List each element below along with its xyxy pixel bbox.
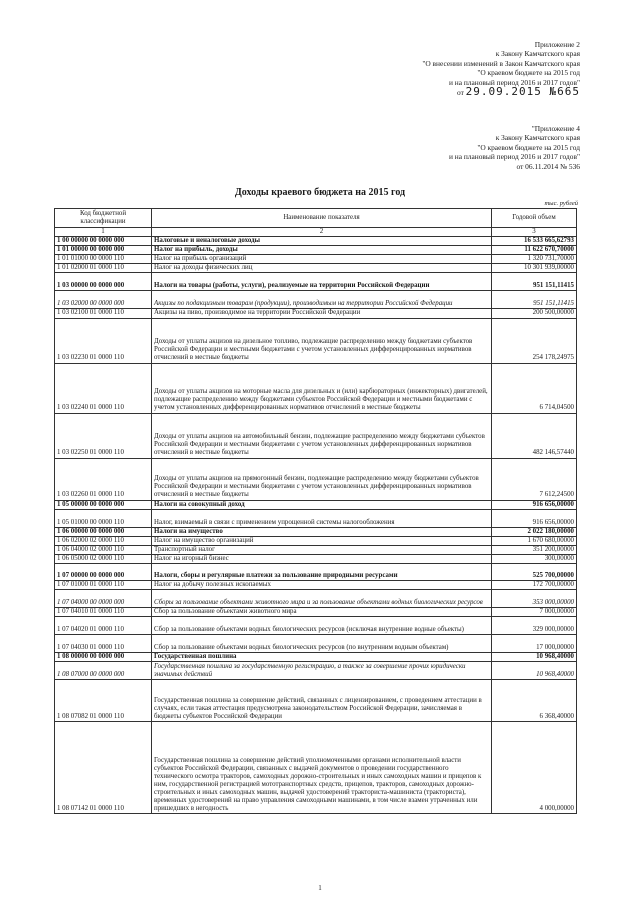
row-code: 1 08 07142 01 0000 110	[55, 722, 152, 814]
header-line: к Закону Камчатского края	[495, 133, 580, 143]
row-name: Налоги на имущество	[152, 527, 492, 536]
row-value: 916 656,00000	[492, 500, 577, 509]
row-name: Налог на имущество организаций	[152, 536, 492, 545]
row-code: 1 05 01000 00 0000 110	[55, 509, 152, 527]
header-line: и на плановый период 2016 и 2017 годов"	[448, 77, 580, 87]
row-value: 351 200,00000	[492, 545, 577, 554]
table-row	[55, 318, 577, 363]
table-row	[55, 509, 577, 527]
row-name: Доходы от уплаты акцизов на моторные масла для дизельных и (или) карбюраторных (инжекторных) двигателей, подлежащие распределению между бюджетами субъектов Российской Федерации и местными бюджетами с учетом установленных дифференцированных нормативов отчислений в местные бюджеты	[152, 363, 492, 413]
row-value: 951 151,11415	[492, 273, 577, 291]
appendix-2-header	[422, 40, 580, 97]
row-name: Государственная пошлина	[152, 653, 492, 662]
table-row	[55, 617, 577, 635]
table-row	[55, 680, 577, 722]
row-code: 1 03 02260 01 0000 110	[55, 458, 152, 500]
column-header-name: Наименование показателя	[152, 209, 492, 228]
row-name: Налог на прибыль, доходы	[152, 246, 492, 255]
row-value: 16 533 665,62793	[492, 237, 577, 246]
row-code: 1 07 04000 00 0000 000	[55, 590, 152, 608]
row-name: Транспортный налог	[152, 545, 492, 554]
date-prefix: от	[456, 88, 464, 98]
row-name: Сборы за пользование объектами животного мира и за пользование объектами водных биологических ресурсов	[152, 590, 492, 608]
row-value: 2 022 180,00000	[492, 527, 577, 536]
row-value: 300,00000	[492, 554, 577, 563]
header-line: "О внесении изменений в Закон Камчатского края	[422, 58, 580, 68]
row-name: Налоги на совокупный доход	[152, 500, 492, 509]
row-name: Сбор за пользование объектами водных биологических ресурсов (по внутренним водным объектам)	[152, 635, 492, 653]
row-name: Налог на игорный бизнес	[152, 554, 492, 563]
table-row	[55, 291, 577, 309]
page-number: 1	[318, 884, 322, 892]
table-row	[55, 554, 577, 563]
row-code: 1 08 00000 00 0000 000	[55, 653, 152, 662]
table-row	[55, 255, 577, 264]
header-line: "Приложение 4	[531, 124, 580, 133]
row-name: Государственная пошлина за совершение действий уполномоченными органами исполнительной власти субъектов Российской Федерации, связанных с выдачей документов о проведении государственного технического осмотра тракторов, самоходных дорожно-строительных и иных самоходных машин и прицепов к ним, государственной регистрацией мототранспортных средств, прицепов, тракторов, самоходных дорожно-строительных и иных самоходных машин, выдачей удостоверений тракториста-машиниста (тракториста), временных удостоверений на право управления самоходными машинами, в том числе взамен утраченных или пришедших в негодность	[152, 722, 492, 814]
table-row	[55, 264, 577, 273]
handwritten-date: 29.09.2015 №665	[465, 85, 580, 99]
header-line: к Закону Камчатского края	[495, 49, 580, 59]
column-header-code: Код бюджетной классификации	[55, 209, 152, 228]
table-row	[55, 309, 577, 318]
row-code: 1 03 02240 01 0000 110	[55, 363, 152, 413]
row-value: 353 000,00000	[492, 590, 577, 608]
row-value: 916 656,00000	[492, 509, 577, 527]
table-row	[55, 458, 577, 500]
header-line: и на плановый период 2016 и 2017 годов"	[448, 152, 580, 162]
row-value: 525 700,00000	[492, 564, 577, 581]
row-value: 1 320 731,70000	[492, 255, 577, 264]
row-value: 11 622 670,70000	[492, 246, 577, 255]
column-number: 2	[152, 228, 492, 237]
row-value: 6 714,04500	[492, 363, 577, 413]
table-row	[55, 413, 577, 458]
row-code: 1 06 00000 00 0000 000	[55, 527, 152, 536]
row-code: 1 03 02250 01 0000 110	[55, 413, 152, 458]
row-code: 1 03 00000 00 0000 000	[55, 273, 152, 291]
column-header-value: Годовой объем	[492, 209, 577, 228]
row-code: 1 07 04030 01 0000 110	[55, 635, 152, 653]
header-line: "О краевом бюджете на 2015 год	[477, 142, 580, 152]
row-name: Доходы от уплаты акцизов на прямогонный бензин, подлежащие распределению между бюджетами субъектов Российской Федерации и местными бюджетами с учетом установленных дифференцированных нормативов отчислений в местные бюджеты	[152, 458, 492, 500]
row-value: 482 146,57440	[492, 413, 577, 458]
table-row	[55, 564, 577, 581]
row-value: 1 670 680,00000	[492, 536, 577, 545]
table-header-row	[55, 209, 577, 228]
row-value: 200 500,00000	[492, 309, 577, 318]
header-date-line	[422, 87, 580, 97]
table-row	[55, 635, 577, 653]
table-row	[55, 590, 577, 608]
row-name: Налог, взимаемый в связи с применением упрощенной системы налогообложения	[152, 509, 492, 527]
table-row	[55, 527, 577, 536]
row-name: Налоги, сборы и регулярные платежи за пользование природными ресурсами	[152, 564, 492, 581]
row-name: Налоговые и неналоговые доходы	[152, 237, 492, 246]
row-code: 1 08 07082 01 0000 110	[55, 680, 152, 722]
row-code: 1 07 04020 01 0000 110	[55, 617, 152, 635]
row-value: 10 301 939,00000	[492, 264, 577, 273]
table-row	[55, 237, 577, 246]
appendix-4-header	[449, 124, 580, 171]
row-code: 1 05 00000 00 0000 000	[55, 500, 152, 509]
header-line: Приложение 2	[534, 40, 580, 49]
row-name: Доходы от уплаты акцизов на автомобильный бензин, подлежащие распределению между бюджетами субъектов Российской Федерации и местными бюджетами с учетом установленных дифференцированных нормативов отчислений в местные бюджеты	[152, 413, 492, 458]
table-row	[55, 536, 577, 545]
row-code: 1 06 02000 02 0000 110	[55, 536, 152, 545]
row-name: Налог на прибыль организаций	[152, 255, 492, 264]
table-row	[55, 246, 577, 255]
row-value: 17 000,00000	[492, 635, 577, 653]
row-name: Акцизы по подакцизным товарам (продукции), производимым на территории Российской Федерации	[152, 291, 492, 309]
table-row	[55, 653, 577, 662]
row-value: 329 000,00000	[492, 617, 577, 635]
row-code: 1 06 05000 02 0000 110	[55, 554, 152, 563]
unit-label: тыс. рублей	[544, 200, 578, 207]
table-row	[55, 363, 577, 413]
row-code: 1 07 00000 00 0000 000	[55, 564, 152, 581]
table-row	[55, 273, 577, 291]
row-value: 7 000,00000	[492, 608, 577, 617]
row-code: 1 03 02000 00 0000 000	[55, 291, 152, 309]
row-name: Государственная пошлина за совершение действий, связанных с лицензированием, с проведением аттестации в случаях, если такая аттестация предусмотрена законодательством Российской Федерации, зачисляемая в бюджеты субъектов Российской Федерации	[152, 680, 492, 722]
table-row	[55, 500, 577, 509]
row-name: Налог на доходы физических лиц	[152, 264, 492, 273]
table-row	[55, 722, 577, 814]
row-value: 10 968,40000	[492, 662, 577, 680]
row-code: 1 08 07000 00 0000 000	[55, 662, 152, 680]
row-value: 6 368,40000	[492, 680, 577, 722]
row-value: 7 612,24500	[492, 458, 577, 500]
row-value: 10 968,40000	[492, 653, 577, 662]
revenue-table	[54, 208, 577, 814]
row-code: 1 07 01000 01 0000 110	[55, 581, 152, 590]
row-name: Сбор за пользование объектами животного мира	[152, 608, 492, 617]
row-code: 1 01 01000 00 0000 110	[55, 255, 152, 264]
document-title: Доходы краевого бюджета на 2015 год	[234, 187, 406, 198]
column-number-row	[55, 228, 577, 237]
table-row	[55, 545, 577, 554]
row-value: 254 178,24975	[492, 318, 577, 363]
row-name: Государственная пошлина за государственную регистрацию, а также за совершение прочих юридически значимых действий	[152, 662, 492, 680]
column-number: 3	[492, 228, 577, 237]
column-number: 1	[55, 228, 152, 237]
row-value: 172 700,00000	[492, 581, 577, 590]
table-row	[55, 581, 577, 590]
table-row	[55, 608, 577, 617]
row-code: 1 03 02100 01 0000 110	[55, 309, 152, 318]
row-name: Доходы от уплаты акцизов на дизельное топливо, подлежащие распределению между бюджетами субъектов Российской Федерации и местными бюджетами с учетом установленных дифференцированных нормативов отчислений в местные бюджеты	[152, 318, 492, 363]
header-line: "О краевом бюджете на 2015 год	[477, 68, 580, 78]
header-line: от 06.11.2014 № 536	[516, 161, 580, 171]
row-value: 951 151,11415	[492, 291, 577, 309]
row-value: 4 000,00000	[492, 722, 577, 814]
table-row	[55, 662, 577, 680]
row-code: 1 01 02000 01 0000 110	[55, 264, 152, 273]
row-name: Сбор за пользование объектами водных биологических ресурсов (исключая внутренние водные объекты)	[152, 617, 492, 635]
row-name: Налог на добычу полезных ископаемых	[152, 581, 492, 590]
row-name: Акцизы на пиво, производимое на территории Российской Федерации	[152, 309, 492, 318]
row-code: 1 07 04010 01 0000 110	[55, 608, 152, 617]
row-code: 1 03 02230 01 0000 110	[55, 318, 152, 363]
row-code: 1 00 00000 00 0000 000	[55, 237, 152, 246]
table-body	[55, 237, 577, 814]
row-code: 1 06 04000 02 0000 110	[55, 545, 152, 554]
row-code: 1 01 00000 00 0000 000	[55, 246, 152, 255]
row-name: Налоги на товары (работы, услуги), реализуемые на территории Российской Федерации	[152, 273, 492, 291]
